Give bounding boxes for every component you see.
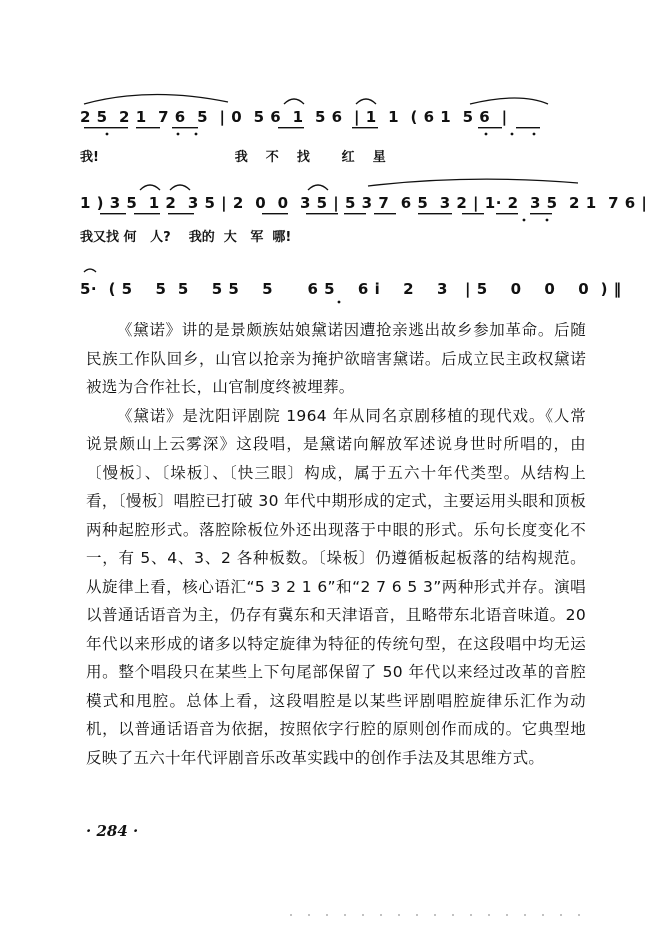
slur-mark: [470, 98, 548, 104]
slur-mark: [308, 185, 328, 190]
slur-mark: [84, 269, 96, 272]
score-line-2: 1 ) 3 5 1 2 3 5 | 2 0 0 3 5 | 5 3 7 6 5 3 2 | 1· 2 3 5 2 1 7 6 |: [80, 194, 648, 212]
slur-mark: [170, 185, 190, 190]
scan-artifact: [290, 914, 590, 916]
score-line-3: 5· ( 5 5 5 5 5 5 6 5 6 i 2 3 | 5 0 0 0 ) ‖: [80, 280, 622, 298]
article-body: [86, 316, 586, 772]
slur-mark: [284, 99, 304, 104]
score-line-1: 2 5 2 1 7 6 5 | 0 5 6 1 5 6 | 1 1 ( 6 1 5 6 |: [80, 108, 508, 126]
slur-mark: [84, 94, 228, 104]
paragraph: 《黛诺》讲的是景颇族姑娘黛诺因遭抢亲逃出故乡参加革命。后随民族工作队回乡，山官以抢亲为掩护欲暗害黛诺。后成立民主政权黛诺被选为合作社长，山官制度终被埋葬。: [86, 321, 586, 396]
paragraph: 《黛诺》是沈阳评剧院 1964 年从同名京剧移植的现代戏。《人常说景颇山上云雾深》这段唱，是黛诺向解放军述说身世时所唱的，由〔慢板〕、〔垛板〕、〔快三眼〕构成，属于五六十年代类型。从结构上看，〔慢板〕唱腔已打破 30 年代中期形成的定式，主要运用头眼和顶板两种起腔形式。落腔除板位外还出现落于中眼的形式。乐句长度变化不一，有 5、4、3、2 各种板数。〔垛板〕仍遵循板起板落的结构规范。从旋律上看，核心语汇“5 3 2 1 6”和“2 7 6 5 3”两种形式并存。演唱以普通话语音为主，仍存有冀东和天津语音，且略带东北语音味道。20 年代以来形成的诸多以特定旋律为特征的传统句型，在这段唱中均无运用。整个唱段只在某些上下句尾部保留了 50 年代以来经过改革的音腔模式和甩腔。总体上看，这段唱腔是以某些评剧唱腔旋律乐汇作为动机，以普通话语音为依据，按照依字行腔的原则创作而成的。它典型地反映了五六十年代评剧音乐改革实践中的创作手法及其思维方式。: [86, 406, 586, 767]
lyric-line-1: 我! 我 不 找 红 星: [80, 150, 386, 165]
page-number: · 284 ·: [86, 822, 139, 840]
slur-mark: [356, 99, 376, 104]
slur-mark: [140, 185, 160, 190]
slur-mark: [368, 179, 578, 186]
lyric-line-2: 我又找 何 人? 我的 大 军 哪!: [80, 230, 292, 245]
